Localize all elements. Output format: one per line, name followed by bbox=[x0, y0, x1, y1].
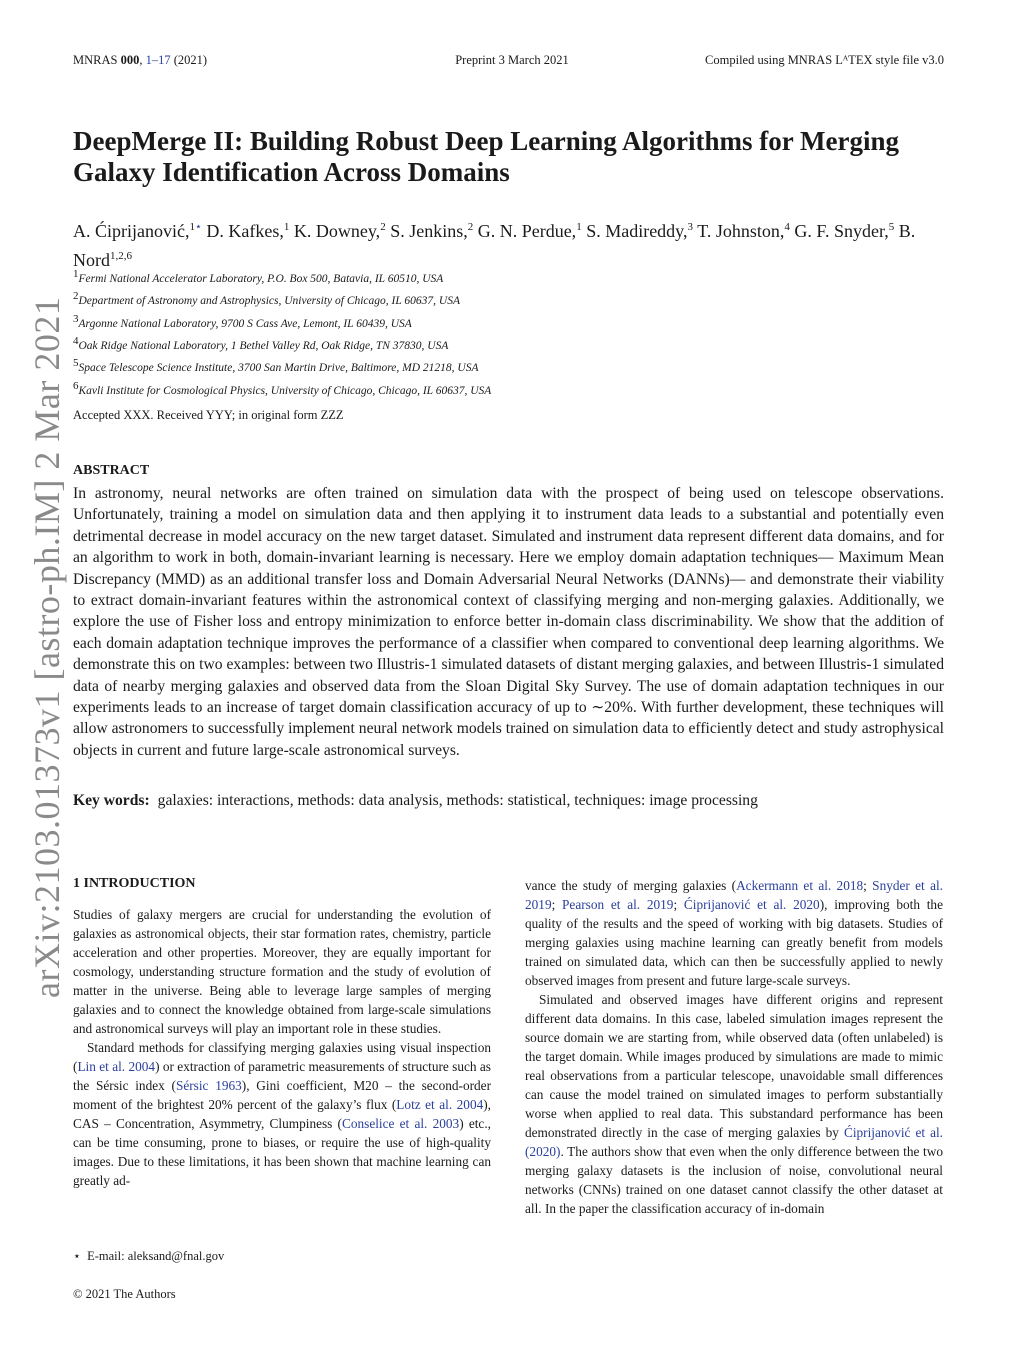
author: S. Madireddy,$^3$ bbox=[586, 221, 694, 241]
citation-link[interactable]: Pearson et al. 2019 bbox=[562, 897, 674, 912]
paper-title: DeepMerge II: Building Robust Deep Learning Algorithms for Merging Galaxy Identification Across Domains bbox=[73, 126, 899, 187]
author: K. Downey,$^2$ bbox=[293, 221, 386, 241]
affiliation: $^5$Space Telescope Science Institute, 3700 San Martin Drive, Baltimore, MD 21218, USA bbox=[73, 357, 479, 375]
footnote-star: ⋆ bbox=[73, 1249, 81, 1263]
paragraph: Studies of galaxy mergers are crucial for understanding the evolution of galaxies as astronomical objects, their star formation rates, chemistry, particle acceleration and other properties. Moreover, they are equally important for cosmology, understanding structure formation and the study of evolution of matter in the universe. Being able to leverage large samples of merging galaxies and to connect the knowledge obtained from large-scale simulations and astronomical surveys will play an important role in these studies. bbox=[73, 907, 491, 1036]
running-header-compiled: Compiled using MNRAS LᴬTEX style file v3.0 bbox=[705, 53, 944, 67]
author: A. Ćiprijanović,$^{1⋆}$ bbox=[73, 221, 202, 241]
left-column bbox=[73, 905, 491, 1190]
citation-link[interactable]: Ćiprijanović et al. (2020) bbox=[525, 1125, 944, 1159]
affiliation: $^1$Fermi National Accelerator Laboratory, P.O. Box 500, Batavia, IL 60510, USA bbox=[73, 268, 444, 285]
accepted-line: Accepted XXX. Received YYY; in original form ZZZ bbox=[73, 408, 344, 422]
citation-link[interactable]: Ackermann et al. 2018 bbox=[736, 878, 864, 893]
affiliation: $^6$Kavli Institute for Cosmological Physics, University of Chicago, Chicago, IL 60637, USA bbox=[73, 379, 492, 397]
author: T. Johnston,$^4$ bbox=[697, 221, 790, 241]
pages-link[interactable]: 1–17 bbox=[145, 53, 171, 67]
author: S. Jenkins,$^2$ bbox=[390, 221, 474, 241]
paragraph: vance the study of merging galaxies (Ackermann et al. 2018; Snyder et al. 2019; Pearson et al. 2019; Ćiprijanović et al. 2020), improving both the quality of the results and the speed of working with big datasets. Studies of merging galaxies using machine learning can greatly benefit from models trained on simulated data, which can then be successfully applied to newly observed images from present and future large-scale surveys. bbox=[525, 878, 943, 988]
citation-link[interactable]: Ćiprijanović et al. 2020 bbox=[683, 897, 820, 912]
abstract-heading: ABSTRACT bbox=[73, 463, 150, 478]
affiliation: $^2$Department of Astronomy and Astrophysics, University of Chicago, IL 60637, USA bbox=[73, 290, 461, 308]
keywords-text: galaxies: interactions, methods: data analysis, methods: statistical, techniques: image processing bbox=[157, 792, 758, 809]
author: G. F. Snyder,$^5$ bbox=[794, 221, 895, 241]
citation-link[interactable]: Snyder et al. 2019 bbox=[525, 878, 943, 912]
citation-link[interactable]: Lotz et al. 2004 bbox=[396, 1097, 484, 1112]
paragraph: Simulated and observed images have different origins and represent different data domains. In this case, labeled simulation images represent the source domain we are starting from, while observed data (often unlabeled) is the target domain. While images produced by simulations are made to mimic real observations from a particular telescope, unavoidable small differences can cause the model trained on simulated images to perform substantially worse when applied to real data. This substandard performance has been demonstrated directly in the case of merging galaxies by Ćiprijanović et al. (2020). The authors show that even when the only difference between the two merging galaxy datasets is the inclusion of noise, convolutional neural networks (CNNs) trained on one dataset cannot classify the other dataset at all. In the paper the classification accuracy of in-domain bbox=[525, 992, 944, 1216]
paragraph: Standard methods for classifying merging galaxies using visual inspection (Lin et al. 2004) or extraction of parametric measurements of structure such as the Sérsic index (Sérsic 1963), Gini coefficient, M20 – the second-order moment of the brightest 20% percent of the galaxy’s flux (Lotz et al. 2004), CAS – Concentration, Asymmetry, Clumpiness (Conselice et al. 2003) etc., can be time consuming, prone to biases, or require the use of high-quality images. Due to these limitations, it has been shown that machine learning can greatly ad- bbox=[73, 1040, 492, 1188]
running-header-preprint: Preprint 3 March 2021 bbox=[455, 53, 569, 67]
footnote-star-link[interactable]: ⋆ bbox=[194, 221, 202, 233]
affiliations bbox=[73, 266, 953, 400]
citation-link[interactable]: Sérsic 1963 bbox=[175, 1078, 242, 1093]
section-heading-introduction: 1 INTRODUCTION bbox=[73, 876, 196, 891]
author: D. Kafkes,$^1$ bbox=[206, 221, 290, 241]
arxiv-sidebar-stamp: arXiv:2103.01373v1 [astro-ph.IM] 2 Mar 2021 bbox=[27, 296, 67, 998]
citation-link[interactable]: Conselice et al. 2003 bbox=[341, 1116, 460, 1131]
citation-link[interactable]: Lin et al. 2004 bbox=[77, 1059, 156, 1074]
keywords-label: Key words: bbox=[73, 792, 150, 809]
author-list bbox=[73, 215, 953, 273]
author: G. N. Perdue,$^1$ bbox=[477, 221, 582, 241]
running-header-journal: MNRAS 000, 1–17 (2021) bbox=[73, 53, 208, 67]
affiliation: $^3$Argonne National Laboratory, 9700 S Cass Ave, Lemont, IL 60439, USA bbox=[73, 312, 412, 330]
affiliation: $^4$Oak Ridge National Laboratory, 1 Bethel Valley Rd, Oak Ridge, TN 37830, USA bbox=[73, 334, 449, 352]
abstract-text: In astronomy, neural networks are often trained on simulation data with the prospect of being used on telescope observations. Unfortunately, training a model on simulation data and then applying it to instrument data leads to a substantial and potentially even detrimental decrease in model accuracy on the new target dataset. Simulated and instrument data represent different data domains, and for an algorithm to work in both, domain-invariant learning is necessary. Here we employ domain adaptation techniques— Maximum Mean Discrepancy (MMD) as an additional transfer loss and Domain Adversarial Neural Networks (DANNs)— and demonstrate their viability to extract domain-invariant features within the astronomical context of classifying merging and non-merging galaxies. Additionally, we explore the use of Fisher loss and entropy minimization to enforce better in-domain class discriminability. We show that the addition of each domain adaptation technique improves the performance of a classifier when compared to conventional deep learning algorithms. We demonstrate this on two examples: between two Illustris-1 simulated datasets of distant merging galaxies, and between Illustris-1 simulated data of nearby merging galaxies and observed data from the Sloan Digital Sky Survey. The use of domain adaptation techniques in our experiments leads to an increase of target domain classification accuracy of up to ∼20%. With further development, these techniques will allow astronomers to successfully implement neural network models trained on simulation data to efficiently detect and study astrophysical objects in current and future large-scale astronomical surveys. bbox=[73, 485, 944, 759]
footnote: ⋆ E-mail: aleksand@fnal.gov bbox=[73, 1249, 225, 1263]
author: B. Nord$^{1,2,6}$ bbox=[73, 221, 916, 270]
copyright: © 2021 The Authors bbox=[73, 1287, 176, 1301]
right-column bbox=[525, 876, 943, 1218]
keywords bbox=[73, 792, 944, 810]
